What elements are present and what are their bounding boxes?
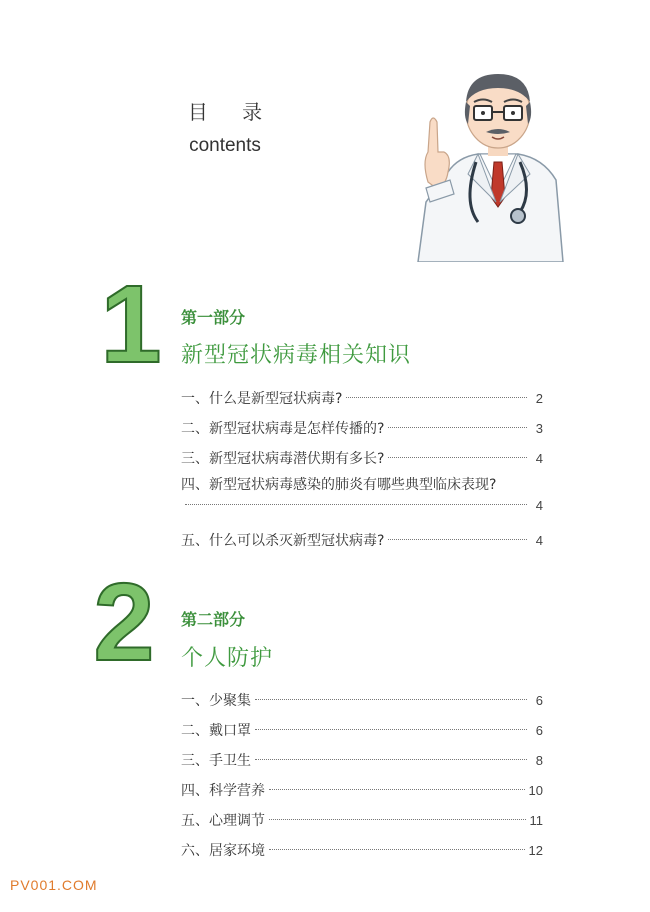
- toc-item-text: 一、少聚集: [181, 693, 251, 709]
- toc-item[interactable]: [181, 716, 543, 746]
- dot-leader: [388, 457, 527, 458]
- toc-item[interactable]: [181, 384, 543, 414]
- part-2-number-text: 2: [93, 572, 155, 668]
- toc-item-page: 4: [535, 498, 543, 513]
- toc-item-page: 6: [535, 693, 543, 708]
- part-1-label: 第一部分: [181, 308, 246, 327]
- toc-item[interactable]: [181, 776, 543, 806]
- toc-item-text: 五、什么可以杀灭新型冠状病毒?: [181, 533, 385, 549]
- toc-item[interactable]: [181, 444, 543, 474]
- dot-leader: [346, 397, 527, 398]
- dot-leader: [269, 819, 526, 820]
- toc-item-text: 三、新型冠状病毒潜伏期有多长?: [181, 451, 385, 467]
- part-1-number-text: 1: [100, 274, 162, 370]
- doctor-pointing-icon: [408, 62, 568, 262]
- dot-leader: [269, 849, 525, 850]
- toc-item[interactable]: [181, 414, 543, 444]
- toc-item-page: 8: [535, 753, 543, 768]
- toc-item-text: 一、什么是新型冠状病毒?: [181, 391, 343, 407]
- toc-item-page: 12: [528, 843, 543, 858]
- dot-leader: [269, 789, 525, 790]
- toc-item[interactable]: [181, 746, 543, 776]
- toc-item-page: 10: [528, 783, 543, 798]
- part-2-title: 个人防护: [181, 646, 274, 671]
- toc-item-page: 11: [529, 813, 543, 828]
- toc-item-text: 六、居家环境: [181, 843, 265, 859]
- watermark: PV001.COM: [10, 877, 98, 893]
- toc-item[interactable]: [181, 806, 543, 836]
- toc-item[interactable]: [181, 686, 543, 716]
- toc-item-text: 四、科学营养: [181, 783, 265, 799]
- toc-item-page: 6: [535, 723, 543, 738]
- toc-title-en: contents: [189, 135, 261, 156]
- toc-item-text: 三、手卫生: [181, 753, 251, 769]
- part-2-toc-list: [181, 686, 543, 866]
- dot-leader: [185, 504, 527, 505]
- part-2-number: [82, 572, 166, 668]
- toc-item-text: 四、新型冠状病毒感染的肺炎有哪些典型临床表现?: [181, 477, 497, 493]
- toc-item-page: 3: [535, 421, 543, 436]
- toc-heading: [0, 96, 450, 157]
- toc-item-page: 2: [535, 391, 543, 406]
- toc-item[interactable]: [181, 474, 543, 520]
- toc-item-page: 4: [535, 451, 543, 466]
- toc-item-text: 二、戴口罩: [181, 723, 251, 739]
- part-2-label: 第二部分: [181, 610, 246, 629]
- toc-item[interactable]: [181, 836, 543, 866]
- toc-item-text: 五、心理调节: [181, 813, 265, 829]
- part-1-title: 新型冠状病毒相关知识: [181, 343, 412, 368]
- part-1-number: [96, 274, 166, 370]
- dot-leader: [255, 699, 527, 700]
- toc-item-page: 4: [535, 533, 543, 548]
- toc-item[interactable]: [181, 526, 543, 556]
- dot-leader: [388, 427, 527, 428]
- dot-leader: [255, 729, 527, 730]
- dot-leader: [255, 759, 527, 760]
- toc-item-text: 二、新型冠状病毒是怎样传播的?: [181, 421, 385, 437]
- part-1-toc-list: [181, 384, 543, 556]
- dot-leader: [388, 539, 527, 540]
- toc-title-cn: 目 录: [187, 100, 277, 124]
